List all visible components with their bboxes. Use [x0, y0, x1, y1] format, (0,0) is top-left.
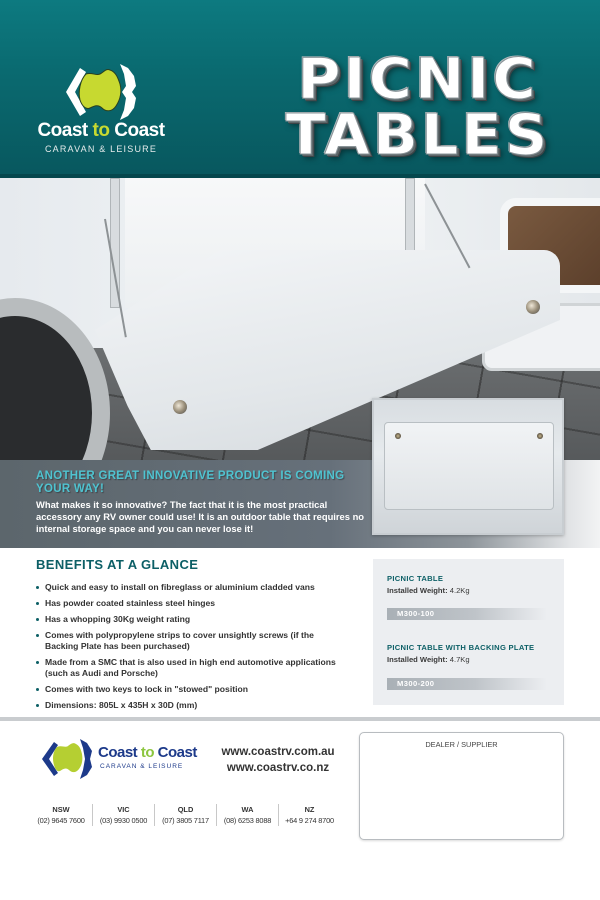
state-contacts [30, 804, 340, 826]
hinge-right [405, 178, 415, 258]
brand-name: Coast to Coast [37, 120, 165, 141]
bullet-icon [36, 602, 39, 605]
contact-nz: NZ +64 9 274 8700 [278, 804, 340, 826]
lock-bolt-right [526, 300, 540, 314]
product-specs-panel [373, 559, 564, 705]
benefit-item: Has powder coated stainless steel hinges [36, 598, 366, 609]
contact-vic: VIC (03) 9930 0500 [92, 804, 154, 826]
title-line-1: PICNIC [297, 47, 539, 112]
website-links [218, 744, 338, 776]
contact-wa: WA (08) 6253 8088 [216, 804, 278, 826]
bullet-icon [36, 688, 39, 691]
header-banner [0, 0, 600, 178]
product-weight: Installed Weight: 4.7Kg [387, 655, 470, 664]
screw-icon [537, 433, 543, 439]
australia-map-icon [40, 738, 95, 780]
benefit-item: Has a whopping 30Kg weight rating [36, 614, 366, 625]
product-code: M300-100 [387, 608, 547, 620]
benefit-item: Dimensions: 805L x 435H x 30D (mm) [36, 700, 366, 711]
benefit-item: Comes with polypropylene strips to cover unsightly screws (if the Backing Plate has been purchased) [36, 630, 336, 652]
intro-heading: ANOTHER GREAT INNOVATIVE PRODUCT IS COMING YOUR WAY! [36, 470, 345, 495]
contact-nsw: NSW (02) 9645 7600 [30, 804, 92, 826]
website-link-nz[interactable]: www.coastrv.co.nz [226, 762, 330, 774]
dealer-supplier-box [359, 732, 564, 840]
product-name: PICNIC TABLE WITH BACKING PLATE [387, 643, 535, 652]
phone-number[interactable]: (08) 6253 8088 [223, 816, 272, 825]
footer-brand-name: Coast to Coast [98, 744, 197, 761]
phone-number[interactable]: (03) 9930 0500 [99, 816, 148, 825]
bullet-icon [36, 586, 39, 589]
product-code: M300-200 [387, 678, 547, 690]
footer-brand-logo [40, 738, 200, 784]
phone-number[interactable]: (07) 3805 7117 [162, 816, 209, 825]
bullet-icon [36, 704, 39, 707]
hinge-left [110, 178, 120, 308]
australia-map-icon [62, 62, 142, 122]
intro-body: What makes it so innovative? The fact that it is the most practical accessory any RV owner could use! It is an outdoor table that requires no internal storage space and you can never lose it! [36, 499, 365, 534]
title-line-2: TABLES [285, 103, 551, 168]
footer-brand-tagline: CARAVAN & LEISURE [100, 763, 184, 770]
benefits-section [36, 557, 366, 716]
bullet-icon [36, 661, 39, 664]
dealer-supplier-label: DEALER / SUPPLIER [425, 740, 498, 749]
lock-bolt-left [173, 400, 187, 414]
bullet-icon [36, 634, 39, 637]
benefits-title: BENEFITS AT A GLANCE [36, 557, 199, 572]
product-weight: Installed Weight: 4.2Kg [387, 586, 470, 595]
backing-plate [384, 422, 554, 510]
brand-logo [36, 58, 166, 178]
phone-number[interactable]: (02) 9645 7600 [37, 816, 85, 825]
product-name: PICNIC TABLE [387, 574, 444, 583]
section-divider [0, 717, 600, 721]
benefit-item: Made from a SMC that is also used in high end automotive applications (such as Audi and Porsche) [36, 657, 356, 679]
page-title [258, 47, 578, 168]
bullet-icon [36, 618, 39, 621]
brand-tagline: CARAVAN & LEISURE [44, 144, 158, 154]
phone-number[interactable]: +64 9 274 8700 [285, 816, 334, 825]
benefit-item: Comes with two keys to lock in "stowed" position [36, 684, 366, 695]
benefit-item: Quick and easy to install on fibreglass or aluminium cladded vans [36, 582, 366, 593]
contact-qld: QLD (07) 3805 7117 [154, 804, 216, 826]
inset-photo-backing-plate [372, 398, 564, 535]
screw-icon [395, 433, 401, 439]
website-link-au[interactable]: www.coastrv.com.au [221, 746, 335, 758]
